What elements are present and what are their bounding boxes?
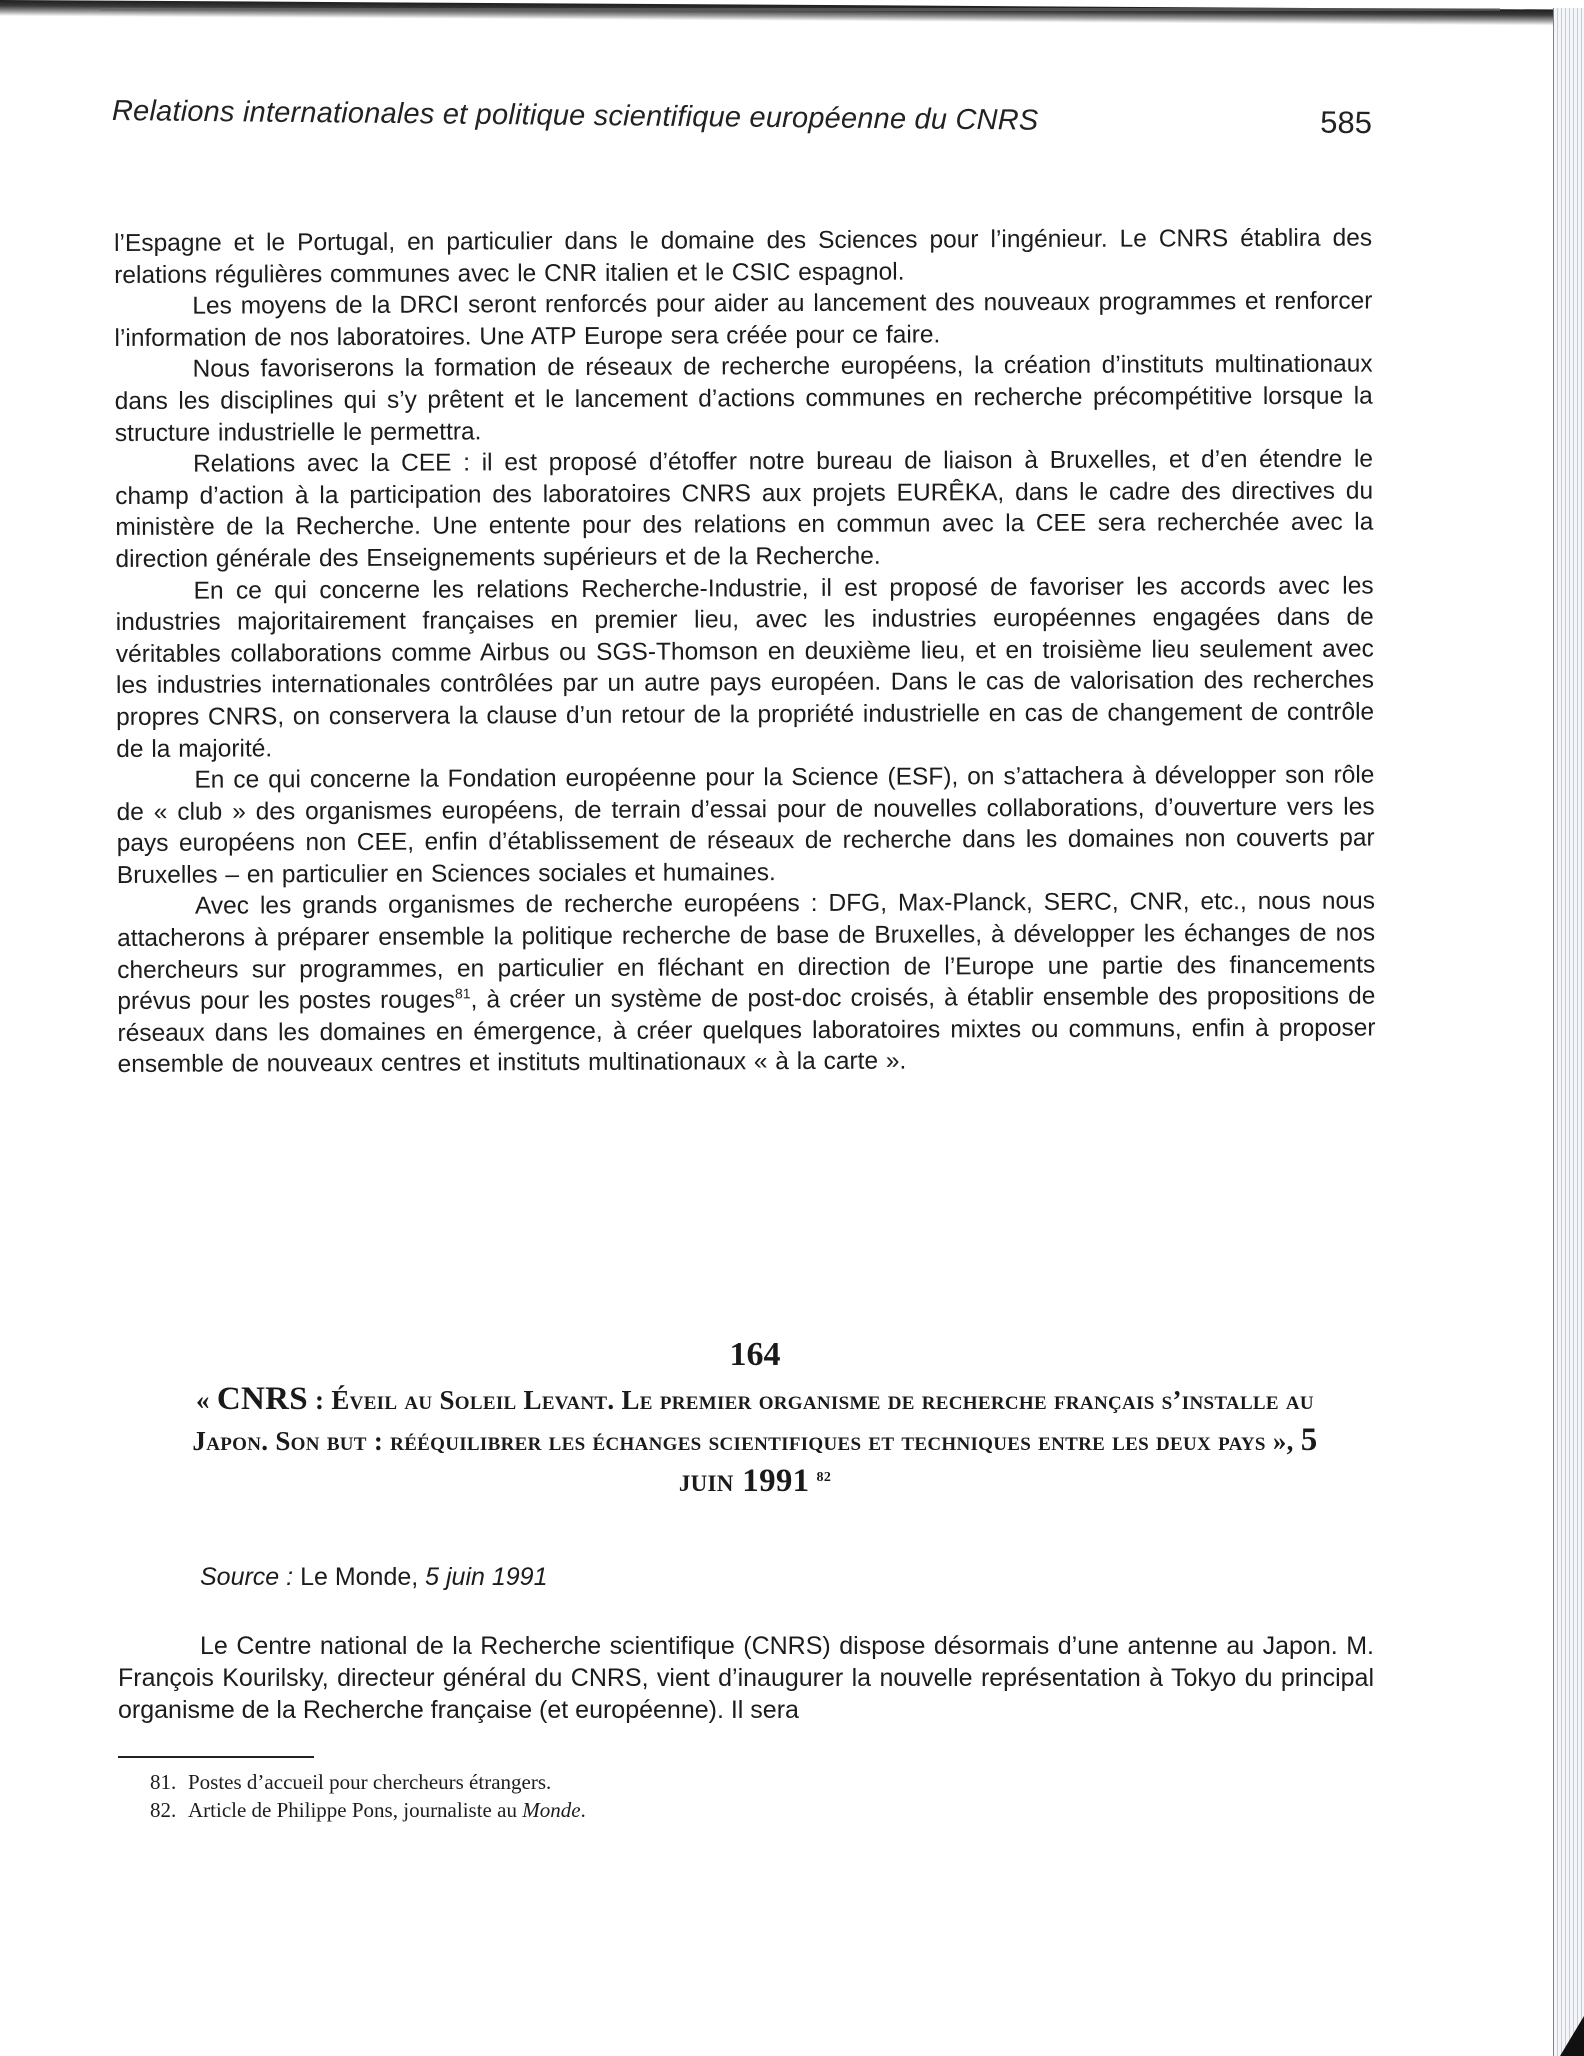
footnote-text-italic: Monde (522, 1798, 581, 1822)
title-date: 5 juin 1991 (678, 1422, 1318, 1499)
footnote-text: Article de Philippe Pons, journaliste au (188, 1798, 523, 1822)
title-open-quote: « (196, 1385, 217, 1415)
running-header-title: Relations internationales et politique scientifique européenne du CNRS (111, 95, 1039, 137)
footnote-81 (150, 1768, 586, 1796)
paragraph-text: Avec les grands organismes de recherche européens : DFG, Max-Planck, SERC, CNR, etc., nous nous attacherons à préparer ensemble la politique recherche de base de Bruxelles, à développer les échanges de nos chercheurs sur programmes, en particulier en fléchant en direction de l’Europe une partie des financements prévus pour les postes rouges (117, 887, 1376, 1016)
page-number: 585 (1320, 104, 1373, 141)
document-title (180, 1379, 1330, 1502)
source-label: Source : (200, 1563, 294, 1591)
footnote-number: 82. (150, 1798, 177, 1822)
document-heading (180, 1335, 1330, 1502)
paragraph: Les moyens de la DRCI seront renforcés pour aider au lancement des nouveaux programmes et renforcer l’information de nos laboratoires. Une ATP Europe sera créée pour ce faire. (114, 287, 1373, 352)
paragraph: En ce qui concerne la Fondation européenne pour la Science (ESF), on s’attachera à développer son rôle de « club » des organismes européens, de terrain d’essai pour de nouvelles collaborations, d’ouverture vers les pays européens non CEE, enfin d’établissement de réseaux de recherche dans les domaines non couverts par Bruxelles – en particulier en Sciences sociales et humaines. (116, 761, 1375, 889)
footnotes (150, 1768, 586, 1824)
paragraph: Relations avec la CEE : il est proposé d’étoffer notre bureau de liaison à Bruxelles, et d’en étendre le champ d’action à la participation des laboratoires CNRS aux projets EURÊKA, dans le cadre des directives du ministère de la Recherche. Une entente pour des relations en commun avec la CEE sera recherchée avec la direction générale des Enseignements supérieurs et de la Recherche. (115, 445, 1374, 573)
source-date: 5 juin 1991 (425, 1563, 548, 1591)
footnote-text: Postes d’accueil pour chercheurs étrangers. (188, 1770, 552, 1794)
source-line (200, 1563, 547, 1592)
paragraph: En ce qui concerne les relations Recherche-Industrie, il est proposé de favoriser les accords avec les industries majoritairement françaises en premier lieu, avec les industries européennes engagées dans de véritables collaborations comme Airbus ou SGS-Thomson en deuxième lieu, et en troisième lieu seulement avec les industries internationales contrôlées par un autre pays européen. Dans le cas de valorisation des recherches propres CNRS, on conservera la clause d’un retour de la propriété industrielle en cas de changement de contrôle de la majorité. (115, 572, 1375, 763)
running-header (112, 92, 1372, 141)
body-text (114, 223, 1376, 1082)
footnote-separator (118, 1756, 314, 1758)
paragraph-text: , à créer un système de post-doc croisés, à établir ensemble des propositions de réseaux dans les domaines en émergence, à créer quelques laboratoires mixtes ou communs, enfin à proposer ensemble de nouveaux centres et instituts multinationaux « à la carte ». (117, 982, 1376, 1079)
paragraph: Le Centre national de la Recherche scientifique (CNRS) dispose désormais d’une antenne au Japon. M. François Kourilsky, directeur général du CNRS, vient d’inaugurer la nouvelle représentation à Tokyo du principal organisme de la Recherche française (et européenne). Il sera (118, 1632, 1374, 1724)
paragraph: Nous favoriserons la formation de réseaux de recherche européens, la création d’instituts multinationaux dans les disciplines qui s’y prêtent et le lancement d’actions communes en recherche précompétitive lorsque la structure industrielle le permettra. (114, 350, 1373, 447)
footnote-ref-81[interactable]: 81 (454, 985, 471, 1002)
document-number: 164 (729, 1336, 781, 1373)
title-lead: CNRS (216, 1381, 308, 1417)
footnote-number: 81. (150, 1770, 177, 1794)
title-rest: : Éveil au Soleil Levant. Le premier organisme de recherche français s’installe au Japon. Son but : rééquilibrer les échanges scientifiques et techniques entre les deux pays », (192, 1385, 1314, 1456)
book-page-edges (1553, 8, 1584, 2056)
paragraph (117, 886, 1376, 1081)
paragraph: l’Espagne et le Portugal, en particulier dans le domaine des Sciences pour l’ingénieur. Le CNRS établira des relations régulières communes avec le CNR italien et le CSIC espagnol. (114, 224, 1373, 289)
footnote-82 (150, 1796, 586, 1824)
footnote-ref-82[interactable]: 82 (816, 1470, 832, 1485)
article-text (118, 1630, 1374, 1726)
source-name: Le Monde, (300, 1563, 419, 1591)
footnote-text: . (580, 1798, 586, 1822)
